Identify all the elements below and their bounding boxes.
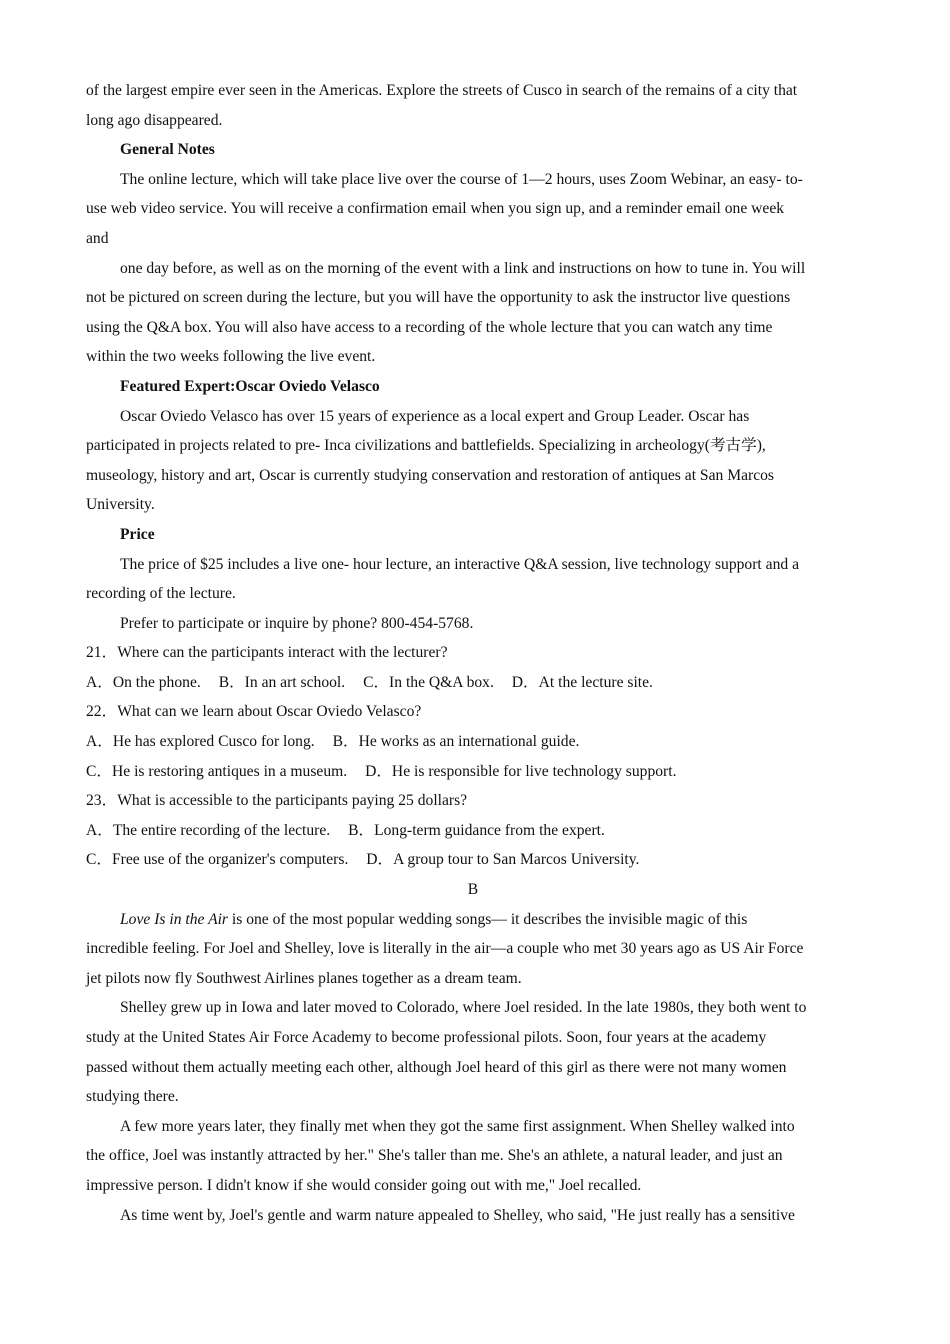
question-number: 21． [86,644,118,662]
passage-b-line: jet pilots now fly Southwest Airlines planes together as a dream team. [86,969,522,987]
passage-b-line: study at the United States Air Force Academy to become professional pilots. Soon, four years at the academy [86,1029,767,1046]
passage-b-line [86,905,860,935]
option-b[interactable]: B．In an art school. [218,673,346,691]
option-row [86,816,860,846]
passage-b-line: the office, Joel was instantly attracted by her." She's taller than me. She's an athlete, a natural leader, and just an [86,1147,783,1165]
passage-b-line: As time went by, Joel's gentle and warm nature appealed to Shelley, who said, "He just really has a sensitive [120,1206,795,1224]
option-a[interactable]: A．The entire recording of the lecture. [86,821,331,839]
section-label-b: B [467,881,479,899]
question-stem [86,697,860,727]
option-c[interactable]: C．He is restoring antiques in a museum. [86,762,348,780]
price-line: recording of the lecture. [86,585,236,603]
passage-b-line: studying there. [86,1088,179,1106]
question-text: Where can the participants interact with the lecturer? [117,644,448,662]
option-a[interactable]: A．On the phone. [86,673,201,691]
passage-b-text: is one of the most popular wedding songs— it describes the invisible magic of this [228,910,748,928]
general-notes-line: use web video service. You will receive a confirmation email when you sign up, and a reminder email one week [86,200,785,218]
option-row [86,845,860,875]
question-text: What is accessible to the participants paying 25 dollars? [117,792,468,810]
passage-b-line: A few more years later, they finally met when they got the same first assignment. When Shelley walked into [120,1117,795,1135]
option-d[interactable]: D．At the lecture site. [511,673,653,691]
option-d[interactable]: D．A group tour to San Marcos University. [366,851,640,869]
general-notes-line: one day before, as well as on the morning of the event with a link and instructions on how to tune in. You will [120,259,806,277]
general-notes-heading: General Notes [120,141,215,159]
price-line: The price of $25 includes a live one- hour lecture, an interactive Q&A session, live technology support and a [120,555,799,573]
passage-b-line: passed without them actually meeting each other, although Joel heard of this girl as there were not many women [86,1058,787,1076]
option-d[interactable]: D．He is responsible for live technology support. [365,762,677,780]
option-c[interactable]: C．Free use of the organizer's computers. [86,851,349,869]
passage-b-line: Shelley grew up in Iowa and later moved to Colorado, where Joel resided. In the late 1980s, they both went to [120,999,807,1017]
passage-b-line: incredible feeling. For Joel and Shelley, love is literally in the air—a couple who met 30 years ago as US Air Force [86,940,804,958]
question-stem [86,638,860,668]
general-notes-line: within the two weeks following the live event. [86,348,376,366]
option-a[interactable]: A．He has explored Cusco for long. [86,733,315,751]
general-notes-line: not be pictured on screen during the lecture, but you will have the opportunity to ask the instructor live questions [86,289,791,307]
phone-line: Prefer to participate or inquire by phone? 800-454-5768. [120,614,474,632]
price-heading: Price [120,525,155,543]
general-notes-line: using the Q&A box. You will also have access to a recording of the whole lecture that you can watch any time [86,318,773,336]
general-notes-line: The online lecture, which will take place live over the course of 1—2 hours, uses Zoom Webinar, an easy- to- [120,170,803,188]
option-row [86,757,860,787]
passage-b-line: impressive person. I didn't know if she would consider going out with me," Joel recalled. [86,1176,642,1194]
featured-expert-heading: Featured Expert:Oscar Oviedo Velasco [120,377,380,395]
passage-a-line: long ago disappeared. [86,111,223,129]
question-text: What can we learn about Oscar Oviedo Velasco? [117,703,422,721]
option-b[interactable]: B．He works as an international guide. [332,733,580,751]
general-notes-line: and [86,229,109,247]
featured-expert-line: participated in projects related to pre- Inca civilizations and battlefields. Specializing in archeology(考古学), [86,437,766,455]
question-stem [86,786,860,816]
featured-expert-line: Oscar Oviedo Velasco has over 15 years of experience as a local expert and Group Leader. Oscar has [120,407,750,425]
question-number: 22． [86,703,118,721]
featured-expert-line: University. [86,496,155,514]
exam-page [86,76,860,1230]
passage-a-line: of the largest empire ever seen in the Americas. Explore the streets of Cusco in search of the remains of a city that [86,82,798,99]
featured-expert-line: museology, history and art, Oscar is currently studying conservation and restoration of antiques at San Marcos [86,466,774,484]
option-c[interactable]: C．In the Q&A box. [363,673,494,691]
option-row [86,668,860,698]
song-title: Love Is in the Air [120,910,228,928]
option-b[interactable]: B．Long-term guidance from the expert. [348,821,605,839]
option-row [86,727,860,757]
question-number: 23． [86,792,118,810]
